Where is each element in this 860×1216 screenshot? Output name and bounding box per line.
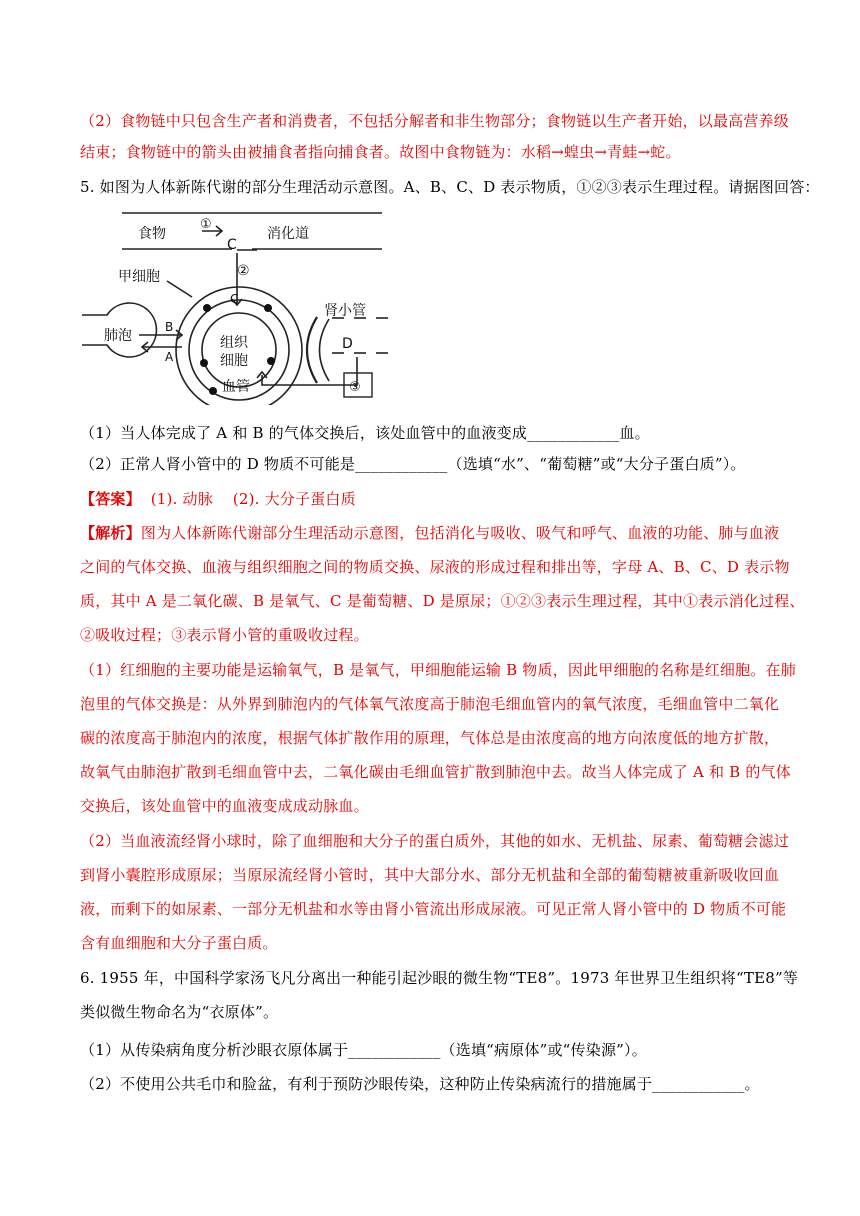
answer-label: 【答案】 (80, 490, 141, 508)
diagram-alveolus-label: 肺泡 (104, 328, 132, 344)
analysis-line-1 (80, 523, 800, 543)
question-6-stem-1: 6. 1955 年，中国科学家汤飞凡分离出一种能引起沙眼的微生物“TE8”。1973 年世界卫生组织将“TE8”等 (80, 969, 799, 987)
question-5-sub1: （1）当人体完成了 A 和 B 的气体交换后，该处血管中的血液变成____________血。 (80, 424, 650, 442)
diagram-digestive-tract-label: 消化道 (267, 226, 309, 242)
analysis-line-3: 质，其中 A 是二氧化碳、B 是氧气、C 是葡萄糖、D 是原尿；①②③表示生理过程，其中①表示消化过程、 (80, 592, 805, 610)
analysis-line-10: （2）当血液流经肾小球时，除了血细胞和大分子的蛋白质外，其他的如水、无机盐、尿素、葡萄糖会滤过 (80, 832, 789, 850)
diagram-renal-tubule-label: 肾小管 (324, 303, 366, 319)
analysis-line-2: 之间的气体交换、血液与组织细胞之间的物质交换、尿液的形成过程和排出等，字母 A、B、C、D 表示物 (80, 558, 790, 576)
diagram-d-label: D (342, 336, 353, 352)
diagram-process-2: ② (237, 263, 250, 279)
answer-text: (1). 动脉 (2). 大分子蛋白质 (140, 490, 356, 508)
diagram-c-inner: C (230, 292, 239, 306)
diagram-cell-jia-label: 甲细胞 (118, 269, 160, 285)
diagram-a-label: A (165, 350, 174, 364)
intro-line-2: 结束；食物链中的箭头由被捕食者指向捕食者。故图中食物链为：水稻→蝗虫→青蛙→蛇。 (80, 143, 681, 161)
diagram-tissue-cell-label-2: 细胞 (220, 353, 248, 369)
question-5-sub2: （2）正常人肾小管中的 D 物质不可能是____________（选填“水”、“葡萄糖”或“大分子蛋白质”）。 (80, 455, 746, 473)
analysis-line-8: 故氧气由肺泡扩散到毛细血管中去，二氧化碳由毛细血管扩散到肺泡中去。故当人体完成了 A 和 B 的气体 (80, 763, 791, 781)
analysis-line-11: 到肾小囊腔形成原尿；当原尿流经肾小管时，其中大部分水、部分无机盐和全部的葡萄糖被重新吸收回血 (80, 866, 780, 884)
question-5-stem: 5. 如图为人体新陈代谢的部分生理活动示意图。A、B、C、D 表示物质，①②③表示生理过程。请据图回答： (80, 178, 820, 196)
analysis-label: 【解析】 (80, 524, 141, 542)
diagram-tissue-cell-label-1: 组织 (220, 335, 248, 351)
answer-line (80, 489, 800, 509)
metabolism-diagram (82, 205, 402, 405)
analysis-line-7: 碳的浓度高于肺泡内的浓度，根据气体扩散作用的原理，气体总是由浓度高的地方向浓度低的地方扩散， (80, 729, 780, 747)
analysis-line-12: 液，而剩下的如尿素、一部分无机盐和水等由肾小管流出形成尿液。可见正常人肾小管中的 D 物质不可能 (80, 900, 787, 918)
diagram-process-3: ③ (349, 380, 361, 395)
analysis-line-6: 泡里的气体交换是：从外界到肺泡内的气体氧气浓度高于肺泡毛细血管内的氧气浓度，毛细血管中二氧化 (80, 695, 780, 713)
diagram-process-1: ① (200, 217, 212, 232)
question-6-stem-2: 类似微生物命名为“衣原体”。 (80, 1003, 279, 1021)
analysis-line-13: 含有血细胞和大分子蛋白质。 (80, 934, 278, 952)
analysis-line-4: ②吸收过程；③表示肾小管的重吸收过程。 (80, 626, 369, 644)
diagram-blood-vessel-label: 血管 (222, 379, 250, 395)
analysis-line-9: 交换后，该处血管中的血液变成成动脉血。 (80, 797, 369, 815)
diagram-b-label: B (165, 320, 174, 334)
intro-line-1: （2）食物链中只包含生产者和消费者，不包括分解者和非生物部分；食物链以生产者开始，以最高营养级 (80, 112, 789, 130)
analysis-text-1: 图为人体新陈代谢部分生理活动示意图，包括消化与吸收、吸气和呼气、血液的功能、肺与血液 (140, 524, 780, 542)
question-6-sub2: （2）不使用公共毛巾和脸盆，有利于预防沙眼传染，这种防止传染病流行的措施属于____________。 (80, 1075, 760, 1093)
diagram-c-top: C (227, 237, 237, 253)
analysis-line-5: （1）红细胞的主要功能是运输氧气，B 是氧气，甲细胞能运输 B 物质，因此甲细胞的名称是红细胞。在肺 (80, 661, 796, 679)
diagram-food-label: 食物 (138, 226, 166, 242)
question-6-sub1: （1）从传染病角度分析沙眼衣原体属于____________（选填“病原体”或“传染源”）。 (80, 1041, 647, 1059)
